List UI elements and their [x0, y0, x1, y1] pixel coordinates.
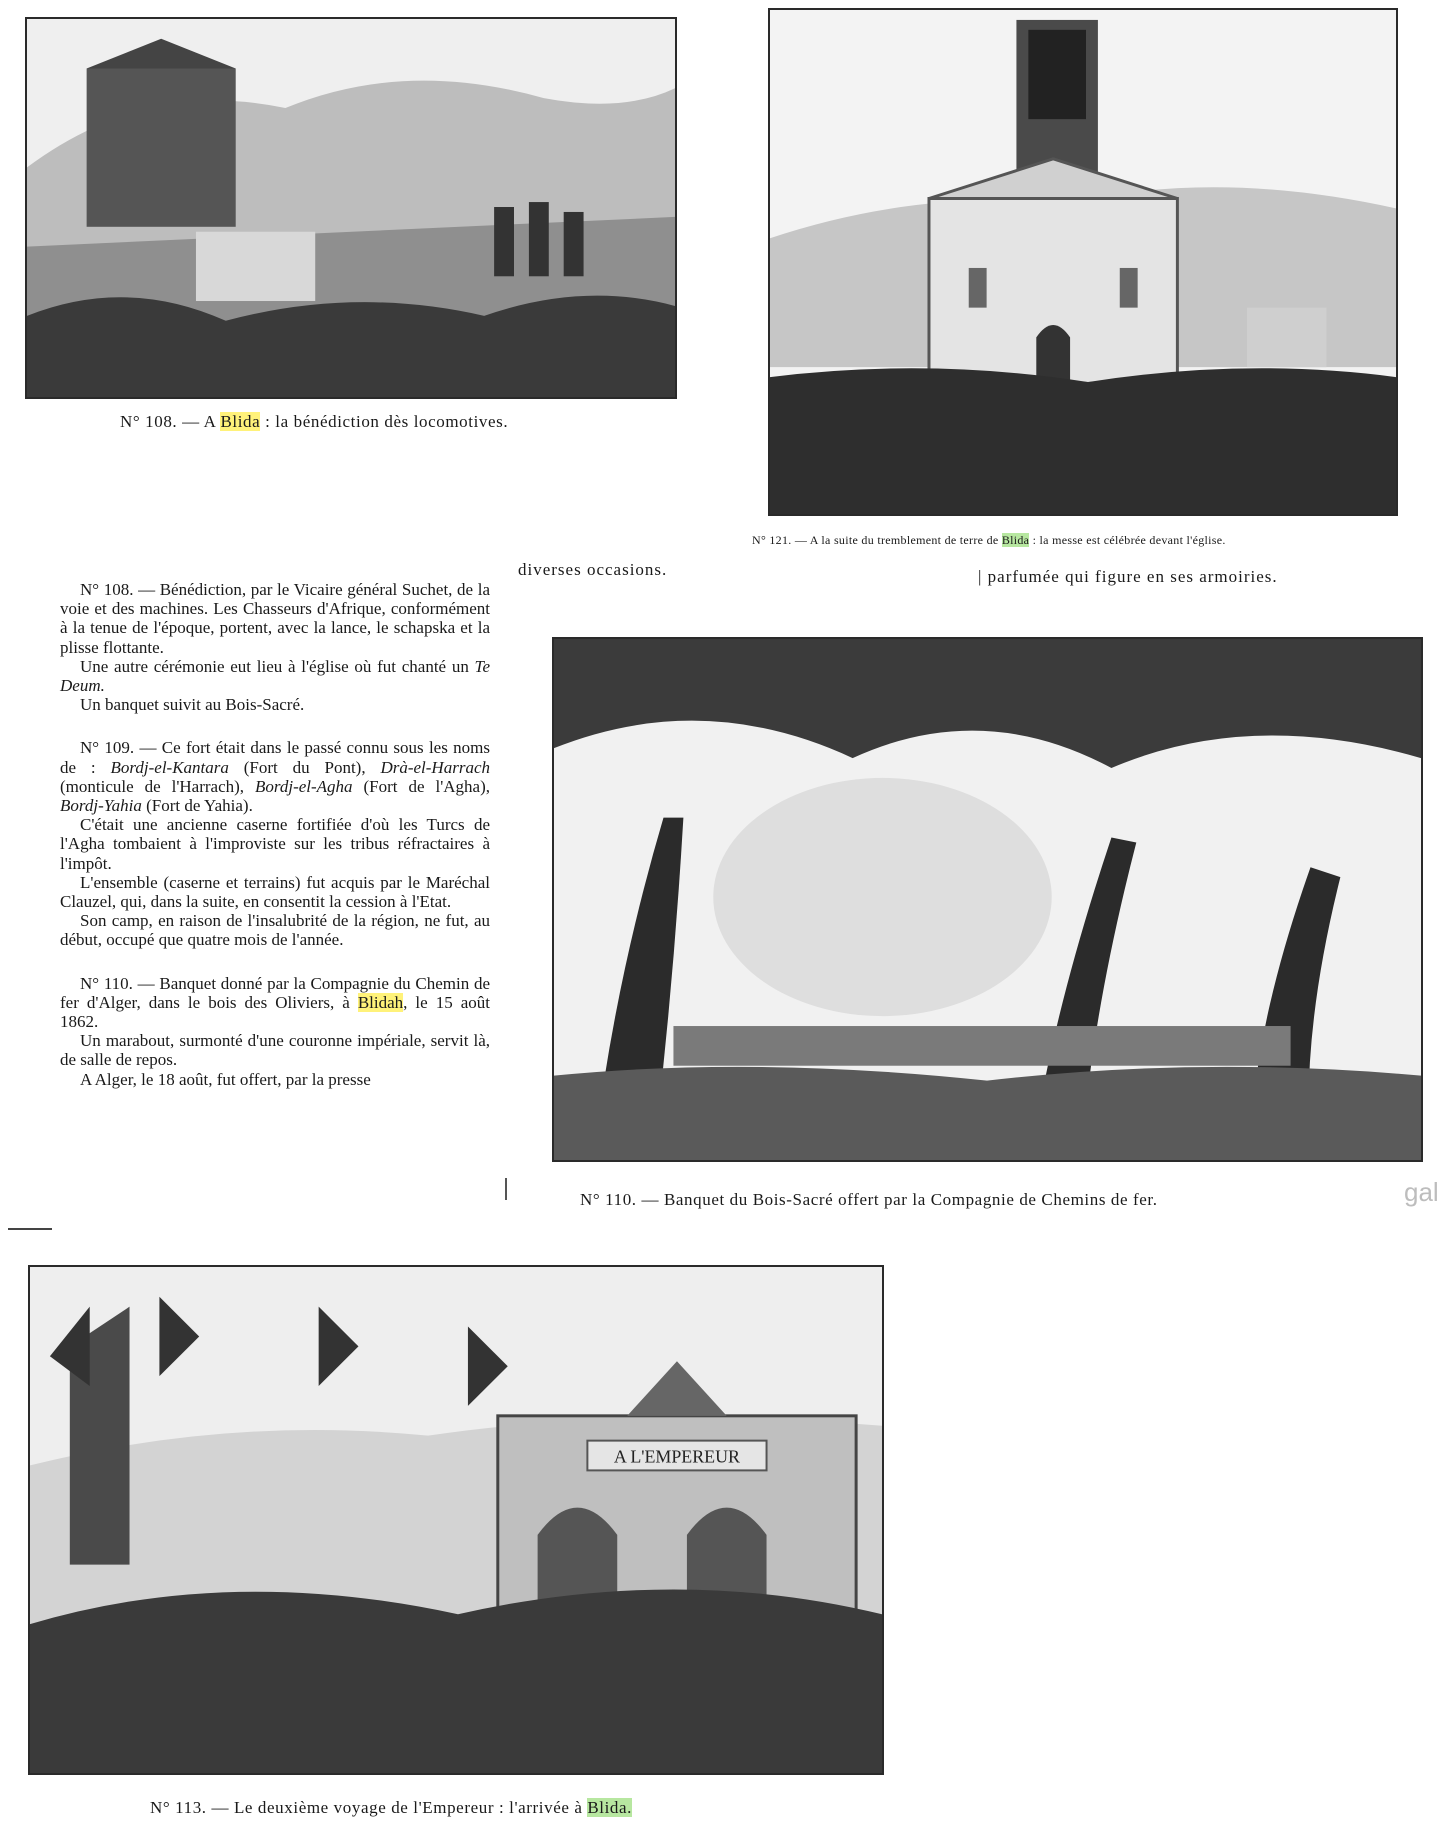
note-109-text-c: (monticule de l'Harrach), [60, 776, 255, 796]
caption-121 [752, 533, 1226, 548]
note-109-text-a: N° 109. — Ce fort était dans le passé connu sous les noms de : [60, 738, 490, 777]
note-110-p1-text: N° 110. — Banquet donné par la Compagnie du Chemin de fer d'Alger, dans le bois des Oliviers, à [60, 973, 490, 1012]
note-109-name-4: Bordj-Yahia [60, 796, 142, 816]
engraving-bois-sacre-banquet [554, 639, 1421, 1160]
caption-108-prefix: N° 108. — A [120, 412, 221, 431]
caption-121-highlight: Blida [1001, 533, 1030, 547]
note-110-p2: Un marabout, surmonté d'une couronne impériale, servit là, de salle de repos. [60, 1031, 490, 1070]
caption-113-prefix: N° 113. — Le deuxième voyage de l'Empereur : l'arrivée à [150, 1798, 588, 1817]
caption-108-suffix: : la bénédiction dès locomotives. [260, 412, 509, 431]
engraving-church-mass [770, 10, 1396, 514]
note-109-p1 [60, 738, 490, 815]
note-110-p3: A Alger, le 18 août, fut offert, par la presse [80, 1069, 371, 1089]
caption-113-highlight: Blida. [587, 1798, 633, 1817]
note-108-p2-text: Une autre cérémonie eut lieu à l'église où fut chanté un [80, 656, 475, 676]
illustration-108-locomotives [25, 17, 677, 399]
engraving-locomotive-blessing [27, 19, 675, 397]
caption-108 [120, 412, 508, 432]
note-109-p3: L'ensemble (caserne et terrains) fut acquis par le Maréchal Clauzel, qui, dans la suite, en consentit la cession à l'Etat. [60, 872, 490, 912]
caption-110: N° 110. — Banquet du Bois-Sacré offert par la Compagnie de Chemins de fer. [580, 1190, 1158, 1209]
caption-113 [150, 1798, 632, 1818]
note-109-text-d: (Fort de l'Agha), [352, 776, 490, 796]
note-108-p3: Un banquet suivit au Bois-Sacré. [80, 695, 305, 715]
fragment-right-text: parfumée qui figure en ses armoiries. [987, 567, 1278, 586]
caption-121-suffix: : la messe est célébrée devant l'église. [1029, 533, 1226, 547]
note-109-p2: C'était une ancienne caserne fortifiée d'où les Turcs de l'Agha tombaient à l'improviste sur les tribus réfractaires à l'impôt. [60, 815, 490, 873]
note-108-p2-emphasis: Te Deum. [60, 656, 490, 696]
caption-108-highlight: Blida [220, 412, 261, 431]
note-110-highlight: Blidah [357, 992, 404, 1012]
note-109-text-e: (Fort de Yahia). [141, 796, 253, 816]
engraving-emperor-arrival [30, 1267, 882, 1773]
note-109-p4: Son camp, en raison de l'insalubrité de la région, ne fut, au début, occupé que quatre mois de l'année. [60, 911, 490, 950]
illustration-110-banquet [552, 637, 1423, 1162]
note-110-p1 [60, 974, 490, 1032]
arch-banner-text: A L'EMPEREUR [613, 1446, 741, 1467]
watermark: gal [1404, 1177, 1439, 1207]
paragraph-gap [60, 950, 490, 974]
column-rule [505, 1178, 507, 1200]
illustration-121-church-mass [768, 8, 1398, 516]
section-rule [8, 1228, 52, 1230]
fragment-left-column: diverses occasions. [518, 560, 668, 579]
illustration-113-emperor-arrival [28, 1265, 884, 1775]
note-109-name-1: Bordj-el-Kantara [110, 757, 229, 777]
note-109-name-2: Drà-el-Harrach [380, 757, 490, 777]
paragraph-gap [60, 714, 490, 738]
caption-121-prefix: N° 121. — A la suite du tremblement de terre de [752, 533, 1002, 547]
note-108-p2 [60, 657, 490, 695]
fragment-right-column: | parfumée qui figure en ses armoiries. [978, 567, 1278, 586]
notes-column [60, 580, 490, 1089]
note-109-name-3: Bordj-el-Agha [254, 776, 353, 796]
note-110-p1-date: , le 15 août 1862. [60, 992, 491, 1032]
note-108-p1: N° 108. — Bénédiction, par le Vicaire général Suchet, de la voie et des machines. Les Chasseurs d'Afrique, conformément à la tenue de l'époque, portent, avec la lance, le schapska et la plisse flottante. [60, 580, 490, 657]
note-109-text-b: (Fort du Pont), [228, 757, 381, 777]
